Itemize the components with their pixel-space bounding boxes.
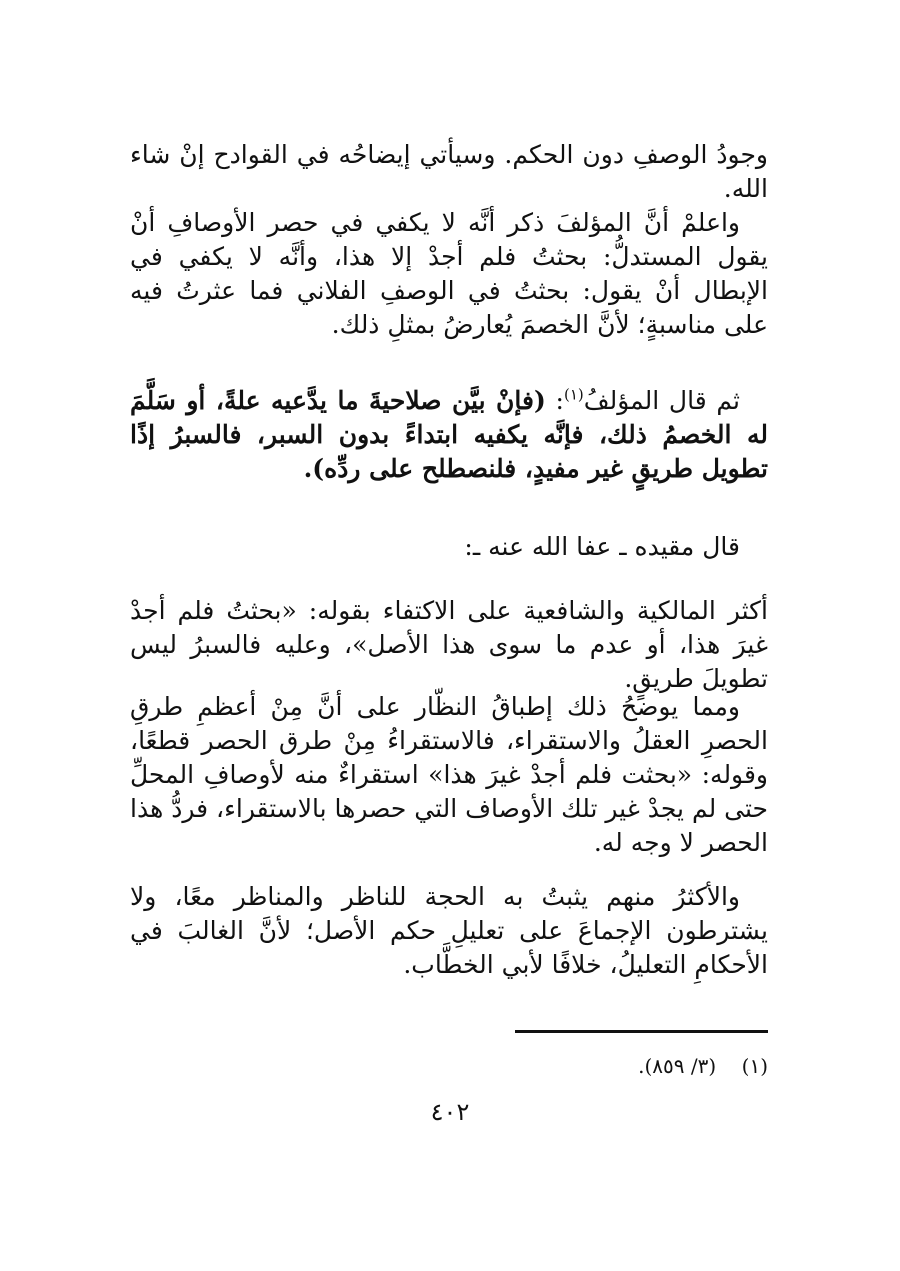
paragraph-6: ومما يوضحُ ذلك إطباقُ النظّار على أنَّ مِنْ أعظمِ طرقِ الحصرِ العقلُ والاستقراء، فالاستقراءُ مِنْ طرق الحصر قطعًا، وقوله: «بحثت فلم أجدْ غيرَ هذا» استقراءٌ منه لأوصافِ المحلِّ حتى لم يجدْ غير تلك الأوصاف التي حصرها بالاستقراء، فردُّ هذا الحصر لا وجه له. xyxy=(130,692,768,857)
paragraph-3-lead: ثم قال المؤلفُ xyxy=(583,386,740,415)
paragraph-1: وجودُ الوصفِ دون الحكم. وسيأتي إيضاحُه في القوادح إنْ شاء الله. xyxy=(130,140,768,203)
footnote-divider xyxy=(515,1030,768,1033)
footnote-marker: (١) xyxy=(741,1054,768,1078)
footnote-reference: (١) xyxy=(563,385,584,404)
footnote xyxy=(130,1052,768,1080)
paragraph-3-colon: : xyxy=(545,386,564,415)
quoted-text: (فإنْ بيَّن صلاحيةَ ما يدَّعيه علةً، أو سَلَّمَ له الخصمُ ذلك، فإنَّه يكفيه ابتداءً بدون السبر، فالسبرُ إذًا تطويل طريقٍ غير مفيدٍ، فلنصطلح على ردِّه). xyxy=(130,386,768,483)
paragraph-3 xyxy=(130,384,768,486)
page-number: ٤٠٢ xyxy=(430,1098,470,1126)
paragraph-5: أكثر المالكية والشافعية على الاكتفاء بقوله: «بحثتُ فلم أجدْ غيرَ هذا، أو عدم ما سوى هذا الأصل»، وعليه فالسبرُ ليس تطويلَ طريقٍ. xyxy=(130,596,768,693)
paragraph-4: قال مقيده ـ عفا الله عنه ـ: xyxy=(464,532,740,561)
footnote-text: (٣/ ٨٥٩). xyxy=(638,1054,717,1078)
paragraph-2: واعلمْ أنَّ المؤلفَ ذكر أنَّه لا يكفي في حصر الأوصافِ أنْ يقول المستدلُّ: بحثتُ فلم أجدْ إلا هذا، وأنَّه لا يكفي في الإبطال أنْ يقول: بحثتُ في الوصفِ الفلاني فما عثرتُ فيه على مناسبةٍ؛ لأنَّ الخصمَ يُعارضُ بمثلِ ذلك. xyxy=(130,208,768,339)
paragraph-7: والأكثرُ منهم يثبتُ به الحجة للناظر والمناظر معًا، ولا يشترطون الإجماعَ على تعليلِ حكم الأصل؛ لأنَّ الغالبَ في الأحكامِ التعليلُ، خلافًا لأبي الخطَّاب. xyxy=(130,882,768,979)
